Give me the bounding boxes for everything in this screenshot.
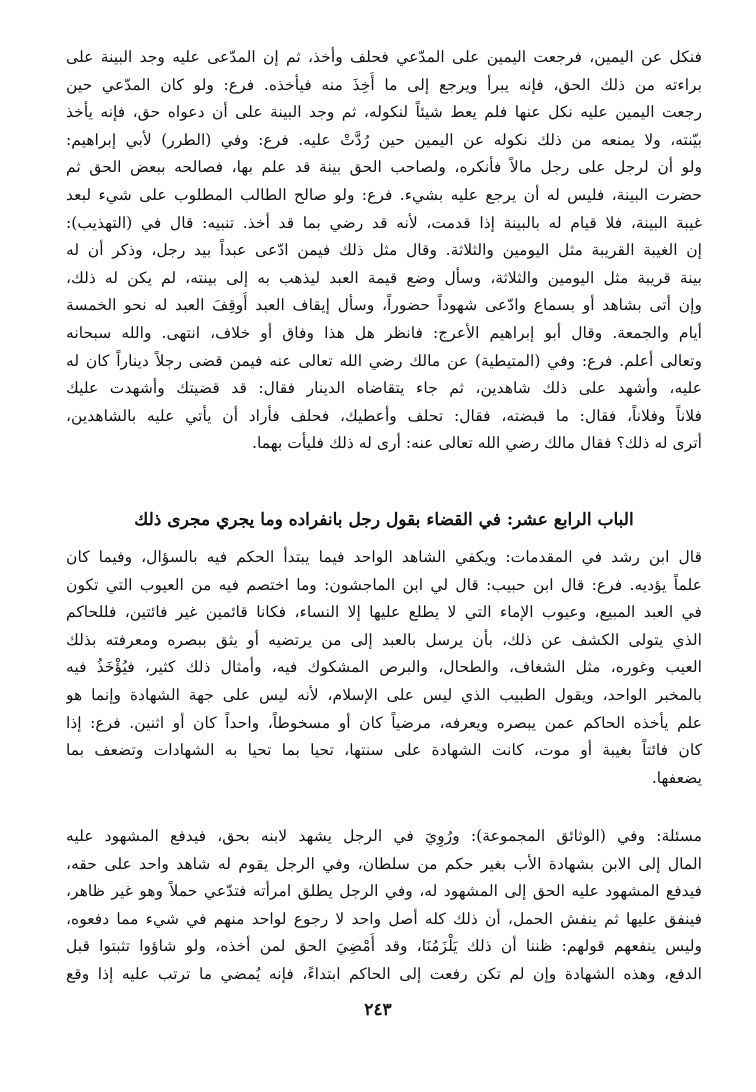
text-line: وليس ينفعهم قولهم: ظننا أن ذلك يَلْزَمُنَا، وقد أُمْضِيَ الحق لمن أخذه، ولو شاؤوا تثبتوا قبل — [66, 937, 702, 956]
text-line: كان فائتاً بغيبة أو موت، كانت الشهادة على سنتها، تحيا بما تحيا به الشهادات وتضعف بما — [66, 741, 702, 760]
text-line: بينة قريبة مثل اليومين والثلاثة، وسأل وضع قيمة العبد ليذهب به إلى بينته، لم يكن له ذلك، — [66, 268, 702, 287]
text-line: براءته من ذلك الحق، فإنه يبرأ ويرجع إلى ما أُخِذَ منه فيأخذه. فرع: ولو كان المدّعي حين — [66, 75, 702, 94]
text-line: المال إلى الابن بشهادة الأب بغير حكم من سلطان، وفي الرجل يقوم له شاهد واحد على حقه، — [66, 854, 702, 873]
text-line: فيدفع المشهود عليه الحق إلى المشهود له، وفي الرجل يطلق امرأته فتدّعي حملاً وهو غير ظاهر، — [66, 882, 702, 901]
text-line: وتعالى أعلم. فرع: وفي (المتيطية) عن مالك رضي الله تعالى عنه فيمن قضى رجلاً ديناراً كان له — [66, 351, 702, 370]
text-line: علم يأخذه الحاكم عمن يبصره ويعرفه، مرضياً كان أو مسخوطاً، واحداً كان أو اثنين. فرع: إذا — [66, 713, 702, 732]
text-line: غيبة البينة، فلا قيام له بالبينة إذا قدمت، لأنه قد رضي بما قد أخذ. تنبيه: قال في (التهذيب): — [66, 213, 702, 232]
text-line: علماً يؤديه. فرع: قال ابن حبيب: قال لي ابن الماجشون: وما اختصم فيه من العيوب التي تكون — [66, 575, 702, 594]
text-line: وإن أتى بشاهد أو بسماع وادّعى شهوداً حضوراً، وسأل إيقاف العبد أُوقِفَ العبد له نحو الخمسة — [66, 296, 702, 315]
text-line: العيب وغوره، مثل الشغاف، والطحال، والبرص المشكوك فيه، وأمثال ذلك كثير، فيُؤْخَذُ فيه — [66, 658, 702, 677]
text-line: الذي يتولى الكشف عن ذلك، بأن يرسل بالعبد إلى من يرتضيه أو يثق ببصره ومعرفته بذلك — [66, 630, 702, 649]
text-line: رجعت اليمين عليه نكل عنها فلم يعط شيئاً لنكوله، ثم وجد البينة على أن دعواه حق، فإنه يأخذ — [66, 103, 702, 122]
text-line: فنكل عن اليمين، فرجعت اليمين على المدّعي فحلف وأخذ، ثم إن المدّعى عليه وجد البينة على — [66, 48, 702, 66]
text-line: فلاناً وفلاناً، فقال: ما قبضته، فقال: تحلف وأعطيك، فحلف فأراد أن يأتي عليه بالشاهدين، — [66, 406, 702, 425]
text-line: الدفع، وهذه الشهادة وإن لم تكن رفعت إلى الحاكم ابتداءً، فإنه يُمضي ما ترتب عليه إذا وقع — [66, 964, 702, 983]
text-section-1 — [66, 44, 702, 458]
text-line: إن الغيبة القريبة مثل اليومين والثلاثة. وقال مثل ذلك فيمن ادّعى عبداً بيد رجل، وذكر أن له — [66, 241, 702, 260]
text-line: ولو أن لرجل على رجل مالاً فأنكره، ولصاحب الحق بينة قد علم بها، فصالحه ببعض الحق ثم — [66, 158, 702, 177]
text-line: بالمخبر الواحد، ويقول الطبيب الذي ليس على الإسلام، لأنه ليس على جهة الشهادة وإنما هو — [66, 685, 702, 704]
text-line: أيام والجمعة. وقال أبو إبراهيم الأعرج: فانظر هل هذا وفاق أو خلاف، انتهى. والله سبحانه — [66, 323, 702, 342]
text-line: يضعفها. — [651, 768, 702, 787]
text-line: في العبد المبيع، وعيوب الإماء التي لا يطلع عليها إلا النساء، فكانا قائمين غير فائتين، فللحاكم — [66, 603, 702, 622]
text-line: قال ابن رشد في المقدمات: ويكفي الشاهد الواحد فيما يبتدأ الحكم فيه بالسؤال، وفيما كان — [66, 548, 702, 566]
text-section-2 — [66, 544, 702, 792]
chapter-heading: الباب الرابع عشر: في القضاء بقول رجل بانفراده وما يجري مجرى ذلك — [134, 510, 634, 530]
page-number: ٢٤٣ — [364, 1000, 392, 1020]
text-line: بيّنته، ولا يمنعه من ذلك نكوله عن اليمين حين رُدَّتْ عليه. فرع: وفي (الطرر) لأبي إبراهيم: — [66, 130, 702, 149]
text-line: فينفق عليها ثم ينفش الحمل، أن ذلك كله أصل واحد لا رجوع لواحد منهم في شيء مما دفعوه، — [66, 909, 702, 928]
text-line: مسئلة: وفي (الوثائق المجموعة): ورُوِيَ في الرجل يشهد لابنه بحق، فيدفع المشهود عليه — [66, 827, 702, 845]
text-line: عليه، وأشهد على ذلك شاهدين، ثم جاء يتقاضاه الدينار فقال: قد قضيتك وأشهدت عليك — [66, 379, 702, 398]
text-line: حضرت البينة، فليس له أن يرجع عليه بشيء. فرع: ولو صالح الطالب المطلوب على شيء لبعد — [66, 185, 702, 204]
text-section-3 — [66, 823, 702, 989]
text-line: أترى له ذلك؟ فقال مالك رضي الله تعالى عنه: أرى له ذلك فليأت بهما. — [252, 434, 702, 453]
